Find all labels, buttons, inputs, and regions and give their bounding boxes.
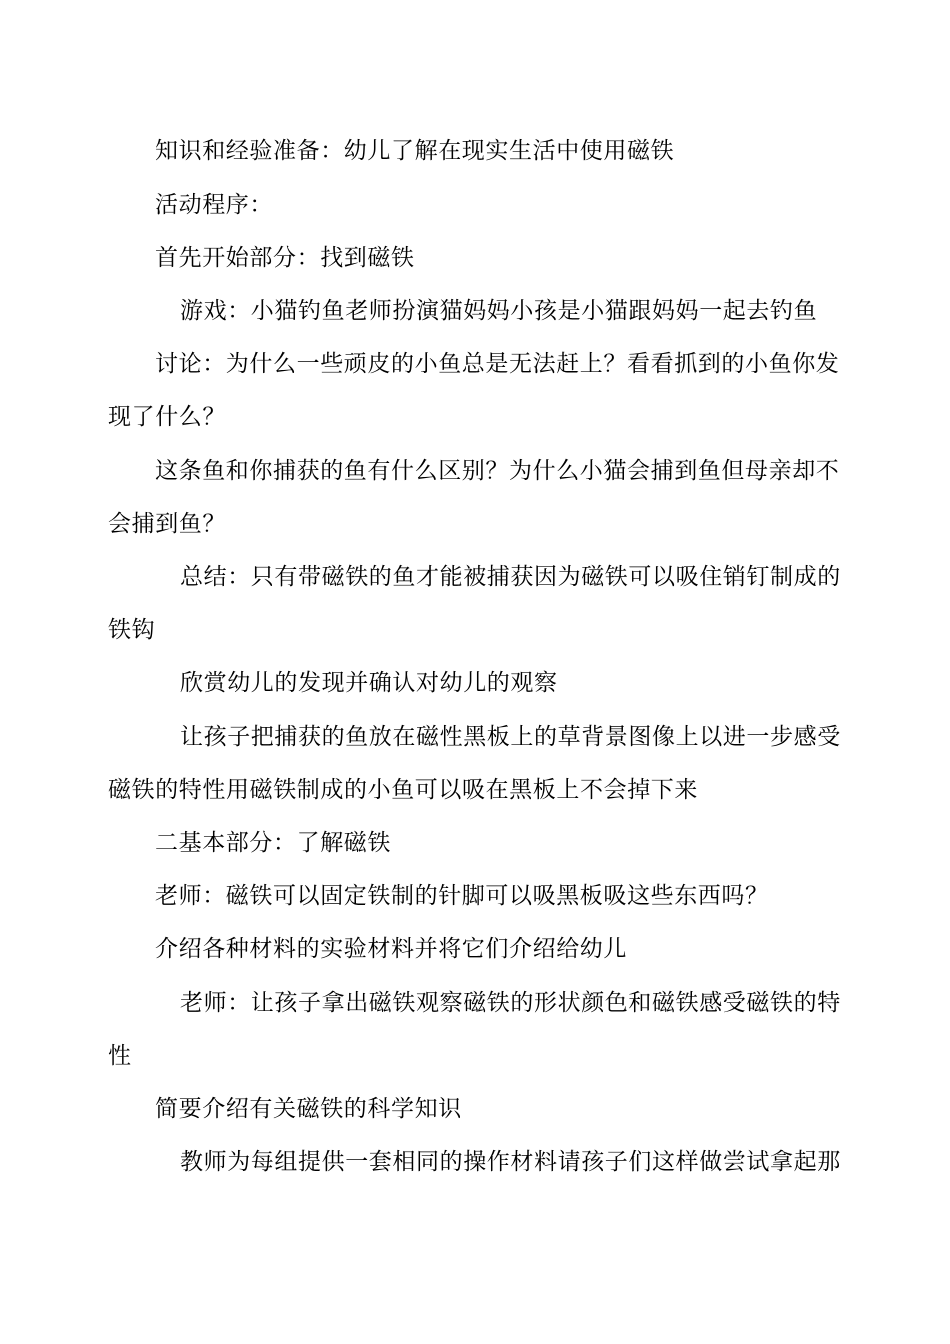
text-line-appreciate: 欣赏幼儿的发现并确认对幼儿的观察 [180,670,558,696]
text-line-question: 这条鱼和你捕获的鱼有什么区别？为什么小猫会捕到鱼但母亲却不 [155,458,840,484]
text-line-teacher-question: 老师：磁铁可以固定铁制的针脚可以吸黑板吸这些东西吗？ [155,883,769,909]
text-line-blackboard-cont: 磁铁的特性用磁铁制成的小鱼可以吸在黑板上不会掉下来 [108,777,698,803]
text-line-part-one-heading: 首先开始部分：找到磁铁 [155,245,415,271]
text-line-science-knowledge: 简要介绍有关磁铁的科学知识 [155,1096,462,1122]
text-line-teacher-observe: 老师：让孩子拿出磁铁观察磁铁的形状颜色和磁铁感受磁铁的特 [180,990,841,1016]
text-line-blackboard: 让孩子把捕获的鱼放在磁性黑板上的草背景图像上以进一步感受 [180,724,841,750]
text-line-introduce-materials: 介绍各种材料的实验材料并将它们介绍给幼儿 [155,936,627,962]
text-line-game: 游戏：小猫钓鱼老师扮演猫妈妈小孩是小猫跟妈妈一起去钓鱼 [180,298,818,324]
text-line-summary-cont: 铁钩 [108,617,156,643]
text-line-summary: 总结：只有带磁铁的鱼才能被捕获因为磁铁可以吸住销钉制成的 [180,564,841,590]
text-line-question-cont: 会捕到鱼？ [108,511,226,537]
text-line-teacher-observe-cont: 性 [108,1043,132,1069]
text-line-discussion-cont: 现了什么？ [108,404,226,430]
text-line-knowledge-prep: 知识和经验准备：幼儿了解在现实生活中使用磁铁 [155,138,675,164]
text-line-discussion: 讨论：为什么一些顽皮的小鱼总是无法赶上？看看抓到的小鱼你发 [155,351,840,377]
text-line-activity-procedure: 活动程序： [155,192,273,218]
text-line-part-two-heading: 二基本部分：了解磁铁 [155,830,391,856]
text-line-group-materials: 教师为每组提供一套相同的操作材料请孩子们这样做尝试拿起那 [180,1149,841,1175]
